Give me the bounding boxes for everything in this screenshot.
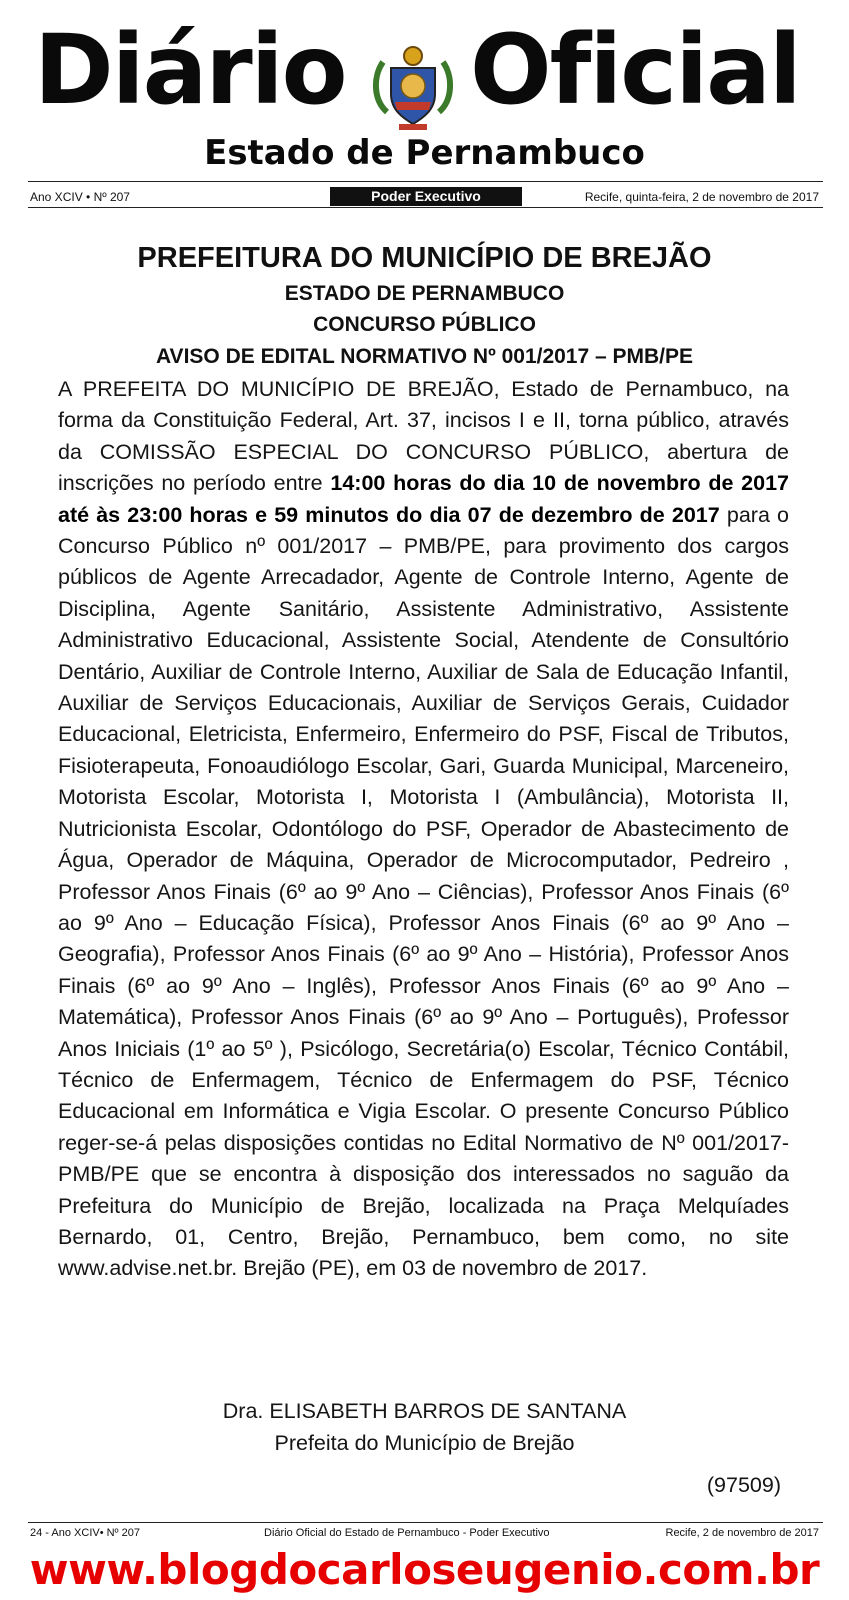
section-label: Poder Executivo <box>330 187 522 206</box>
coat-of-arms-icon <box>367 42 459 134</box>
watermark: www.blogdocarloseugenio.com.br <box>29 1545 820 1594</box>
body-period: 14:00 horas do dia 10 de novembro de 2017 até às 23:00 horas e 59 minutos do dia 07 de dezembro de 2017 <box>58 471 789 527</box>
notice-code: (97509) <box>706 1473 781 1497</box>
notice-heading: PREFEITURA DO MUNICÍPIO DE BREJÃO <box>137 242 712 274</box>
body-intro: A PREFEITA DO MUNICÍPIO DE BREJÃO, Estado de Pernambuco, na forma da Constituição Federal, Art. 37, incisos I e II, torna público, através da COMISSÃO ESPECIAL DO CONCURSO PÚBLICO, abertura de inscrições no período entre <box>58 377 789 496</box>
divider <box>28 207 823 208</box>
issue-bar <box>28 187 823 207</box>
masthead-title-right: Oficial <box>470 14 800 126</box>
masthead <box>0 14 849 126</box>
footer-title: Diário Oficial do Estado de Pernambuco - Poder Executivo <box>264 1527 550 1539</box>
issue-number: Ano XCIV • Nº 207 <box>30 190 130 204</box>
masthead-title-left: Diário <box>34 14 346 126</box>
signer-role: Prefeita do Município de Brejão <box>274 1431 575 1455</box>
body-rest: para o Concurso Público nº 001/2017 – PMB/PE, para provimento dos cargos públicos de Agente Arrecadador, Agente de Controle Interno, Agente de Disciplina, Agente Sanitário, Assistente Administrativo, Assistente Administrativo Educacional, Assistente Social, Atendente de Consultório Dentário, Auxiliar de Controle Interno, Auxiliar de Sala de Educação Infantil, Auxiliar de Serviços Educacionais, Auxiliar de Serviços Gerais, Cuidador Educacional, Eletricista, Enfermeiro, Enfermeiro do PSF, Fiscal de Tributos, Fisioterapeuta, Fonoaudiólogo Escolar, Gari, Guarda Municipal, Marceneiro, Motorista Escolar, Motorista I, Motorista I (Ambulância), Motorista II, Nutricionista Escolar, Odontólogo do PSF, Operador de Abastecimento de Água, Operador de Máquina, Operador de Microcomputador, Pedreiro , Professor Anos Finais (6º ao 9º Ano – Ciências), Professor Anos Finais (6º ao 9º Ano – Educação Física), Professor Anos Finais (6º ao 9º Ano – Geografia), Professor Anos Finais (6º ao 9º Ano – História), Professor Anos Finais (6º ao 9º Ano – Inglês), Professor Anos Finais (6º ao 9º Ano – Matemática), Professor Anos Finais (6º ao 9º Ano – Português), Professor Anos Iniciais (1º ao 5º ), Psicólogo, Secretária(o) Escolar, Técnico Contábil, Técnico de Enfermagem, Técnico de Enfermagem do PSF, Técnico Educacional em Informática e Vigia Escolar. O presente Concurso Público reger-se-á pelas disposições contidas no Edital Normativo de Nº 001/2017-PMB/PE que se encontra à disposição dos interessados no saguão da Prefeitura do Município de Brejão, localizada na Praça Melquíades Bernardo, 01, Centro, Brejão, Pernambuco, bem como, no site www.advise.net.br. Brejão (PE), em 03 de novembro de 2017. <box>58 502 790 1281</box>
masthead-subtitle: Estado de Pernambuco <box>204 133 645 173</box>
signer-name: Dra. ELISABETH BARROS DE SANTANA <box>222 1399 627 1423</box>
page-footer <box>28 1525 823 1541</box>
divider <box>28 1522 823 1523</box>
footer-date: Recife, 2 de novembro de 2017 <box>665 1527 819 1539</box>
issue-date: Recife, quinta-feira, 2 de novembro de 2017 <box>584 190 819 204</box>
notice-type: CONCURSO PÚBLICO <box>313 313 536 336</box>
notice-body <box>58 374 789 1285</box>
footer-issue: 24 - Ano XCIV• Nº 207 <box>30 1527 140 1539</box>
notice-state: ESTADO DE PERNAMBUCO <box>284 282 565 305</box>
divider <box>28 181 823 182</box>
notice-title: AVISO DE EDITAL NORMATIVO Nº 001/2017 – PMB/PE <box>155 345 694 368</box>
